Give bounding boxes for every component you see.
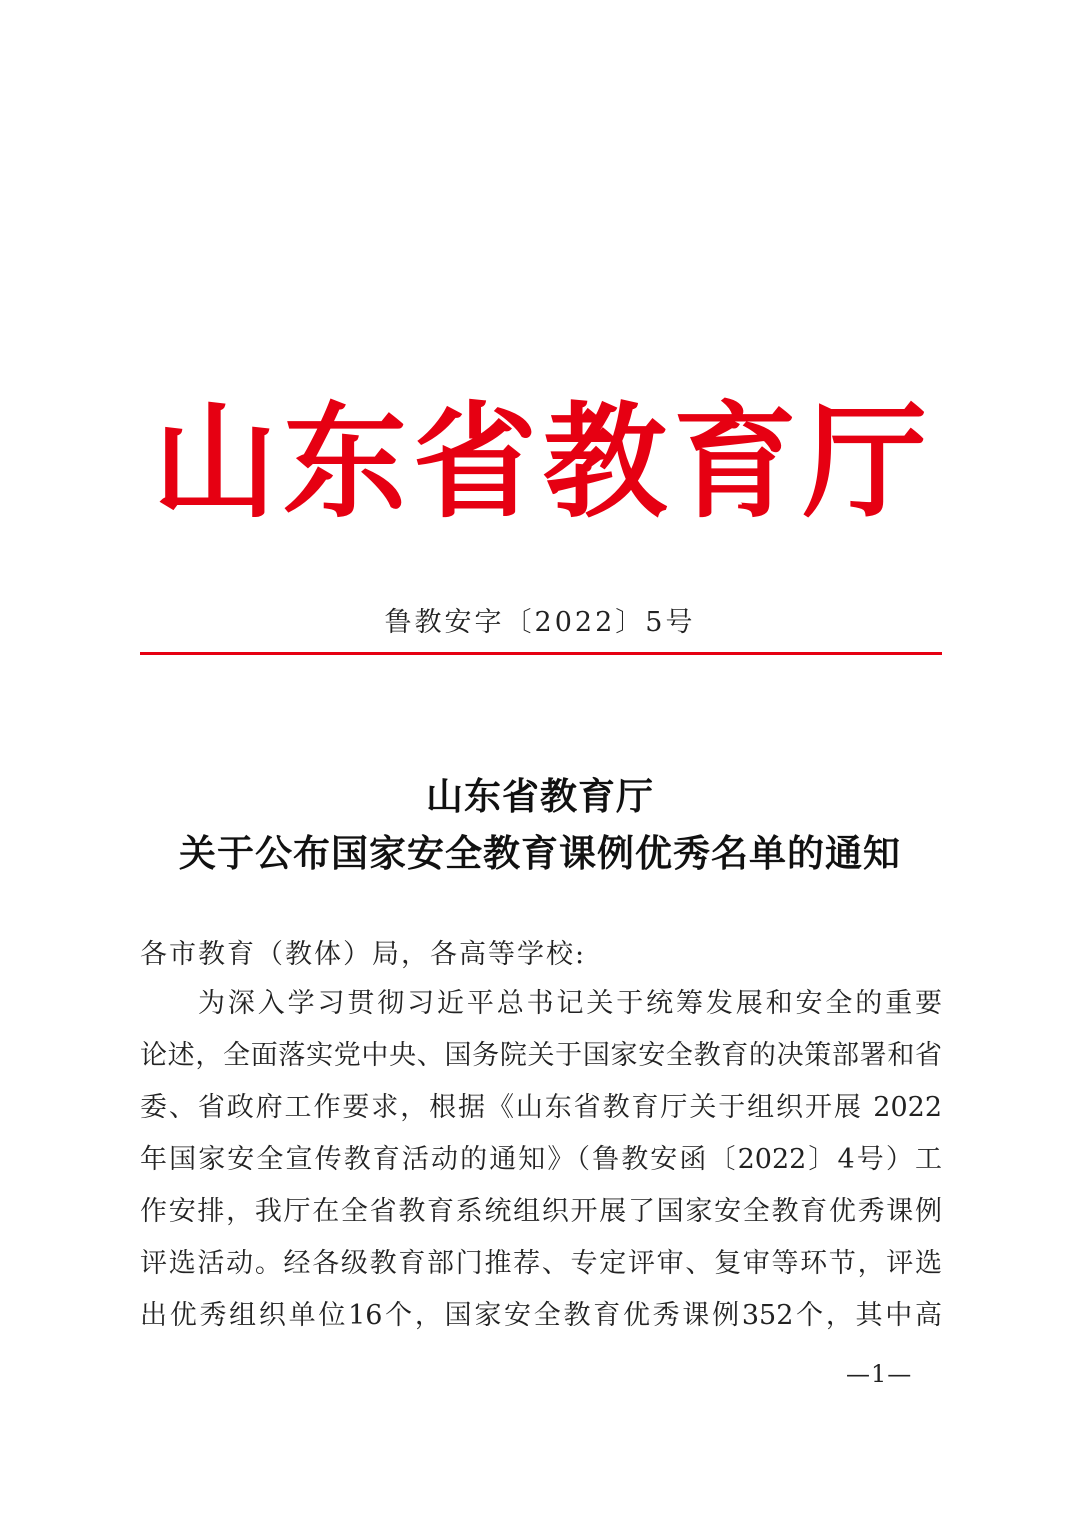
body-text-line: 为深入学习贯彻习近平总书记关于统筹发展和安全的重要 [198,988,942,1019]
masthead-char: 山 [152,390,277,535]
red-divider [140,652,942,655]
page-number: —1— [846,1360,913,1388]
masthead-title [150,388,930,538]
masthead-char: 教 [542,390,667,535]
masthead-char: 东 [282,390,407,535]
masthead-char: 厅 [802,390,927,535]
document-title-line-2: 关于公布国家安全教育课例优秀名单的通知 [179,831,901,875]
document-title-line-1: 山东省教育厅 [426,774,654,818]
masthead-char: 育 [672,390,797,535]
body-text-line: 论述，全面落实党中央、国务院关于国家安全教育的决策部署和省 [140,1040,942,1071]
body-text-line: 评选活动。经各级教育部门推荐、专定评审、复审等环节，评选 [140,1248,942,1279]
body-text-line: 作安排，我厅在全省教育系统组织开展了国家安全教育优秀课例 [140,1196,942,1227]
salutation: 各市教育（教体）局，各高等学校: [140,939,587,970]
body-text-line: 出优秀组织单位16个，国家安全教育优秀课例352个，其中高 [140,1300,942,1331]
masthead-char: 省 [412,390,537,535]
document-number: 鲁教安字〔2022〕5号 [384,607,696,638]
body-text-line: 委、省政府工作要求，根据《山东省教育厅关于组织开展 2022 [140,1092,942,1123]
body-text-line: 年国家安全宣传教育活动的通知》（鲁教安函〔2022〕4号）工 [140,1144,942,1175]
